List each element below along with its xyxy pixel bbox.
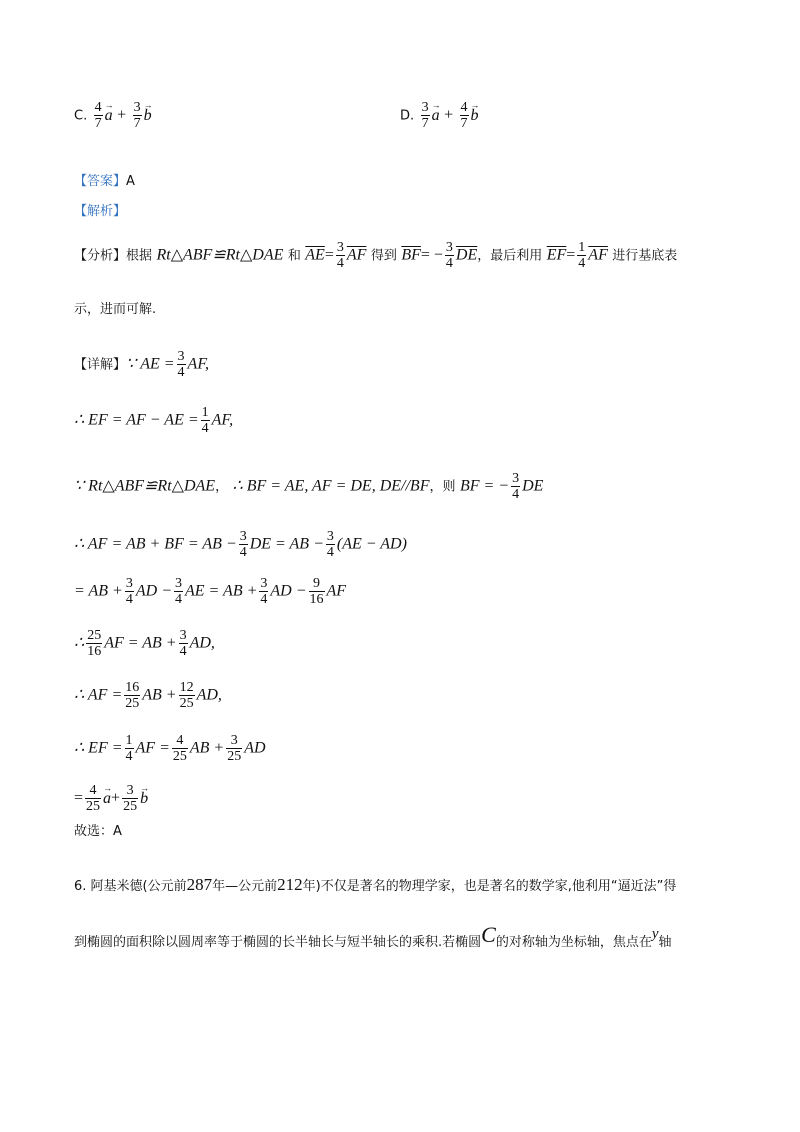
detail-line-1 [74, 349, 209, 380]
vector-b: → b [471, 107, 479, 125]
expr: AD − [270, 582, 307, 600]
fraction: $\frac{4}{25}$ [86, 783, 101, 814]
fenxi-text: 得到 [370, 248, 397, 264]
fraction: $\frac{3}{4}$ [125, 576, 133, 607]
year-287: 287 [186, 875, 213, 894]
detail-label: 【详解】 [74, 357, 127, 373]
expr: ∴ EF = AF − AE = [74, 411, 199, 429]
fenxi-text: 进行基底表 [612, 248, 678, 264]
fraction: $\frac{3}{4}$ [177, 349, 185, 380]
question-text: 年)不仅是著名的物理学家，也是著名的数学家,他利用“逼近法”得 [302, 879, 677, 894]
option-d-label: D. [400, 108, 415, 124]
ellipse-c: C [481, 922, 496, 947]
detail-line-5 [74, 576, 346, 607]
fraction: $\frac{16}{25}$ [125, 680, 140, 711]
expr: AD [244, 739, 266, 757]
expr: AD, [189, 634, 215, 652]
question-text: 阿基米德(公元前 [90, 879, 187, 894]
expr: ∴ EF = [74, 739, 123, 757]
expr: AE = AB + [184, 582, 258, 600]
fraction: $\frac{9}{16}$ [309, 576, 324, 607]
fenxi-line-2: 示，进而可解. [74, 302, 157, 317]
vector-bf: $\overline{BF}$ [401, 246, 421, 264]
answer-line [74, 173, 135, 191]
detail-line-2 [74, 405, 233, 436]
question-number: 6. [74, 879, 87, 894]
equals-minus: = − [420, 246, 443, 264]
fraction: $\frac{3}{4}$ [174, 576, 182, 607]
option-d-fraction-2: $\frac{4}{7}$ [460, 100, 468, 131]
option-c-fraction-2: $\frac{3}{7}$ [133, 100, 141, 131]
expr: BF = − [459, 477, 510, 495]
fraction: $\frac{3}{4}$ [512, 471, 520, 502]
fraction: $\frac{3}{4}$ [239, 529, 247, 560]
fenxi-text: ，最后利用 [477, 248, 543, 264]
question-6-line-2 [74, 922, 672, 952]
fraction: $\frac{1}{4}$ [578, 240, 586, 271]
expr: AF, [187, 355, 210, 373]
vector-af: $\overline{AF}$ [588, 246, 608, 264]
fraction: $\frac{25}{16}$ [87, 628, 102, 659]
expr: AF = [135, 739, 170, 757]
fenxi-label: 【分析】 [74, 248, 127, 264]
congruence-expr: Rt△ABF≌Rt△DAE [156, 246, 284, 264]
detail-line-9 [74, 783, 148, 814]
vector-b: → b [144, 107, 152, 125]
question-text: 的对称轴为坐标轴，焦点在 [495, 935, 652, 950]
expr: DE = AB − [249, 535, 324, 553]
expr: ∵ Rt△ABF≌Rt△DAE [74, 477, 216, 495]
expr: AF [326, 582, 347, 600]
option-c-fraction-1: $\frac{4}{7}$ [94, 100, 102, 131]
expr: = AB + [74, 582, 123, 600]
fraction: $\frac{3}{4}$ [445, 240, 453, 271]
conclusion: 故选：A [74, 824, 122, 839]
option-c-label: C. [74, 108, 88, 124]
fenxi-line-1: 【分析】根据 Rt△ABF≌Rt△DAE 和 $\overline{AE}=$ $\frac{3}{4}$ $\overline{AF}$ 得到 $\overline{BF}=$ − $\frac{3}{4}$ $\overline{DE}$，最后利用 $\overline{EF}=$ $\frac{1}{4}$ $\overline{AF}$ 进行基底表 [74, 240, 678, 271]
fraction: $\frac{3}{25}$ [123, 783, 138, 814]
vector-ae: $\overline{AE}$ [305, 246, 325, 264]
vector-a: → a [103, 790, 111, 808]
fraction: $\frac{3}{4}$ [326, 529, 334, 560]
detail-line-4 [74, 529, 407, 560]
expr: ∴ AF = [74, 686, 123, 704]
expr: AB + [189, 739, 225, 757]
vector-a: → a [105, 107, 113, 125]
vector-de: $\overline{DE}$ [455, 246, 478, 264]
detail-line-8 [74, 733, 266, 764]
question-6-line-1 [74, 876, 676, 896]
question-text: 年—公元前 [212, 879, 278, 894]
answer-label: 【答案】 [74, 174, 127, 189]
y-axis-var: y [651, 926, 659, 942]
option-c [74, 100, 152, 131]
fraction: $\frac{1}{4}$ [201, 405, 209, 436]
vector-af: $\overline{AF}$ [346, 246, 367, 264]
expr: ∴ BF = AE, AF = DE, DE//BF [232, 477, 430, 495]
expr: (AE − AD) [336, 535, 407, 553]
vector-b: → b [140, 790, 148, 808]
fraction: $\frac{3}{4}$ [336, 240, 344, 271]
detail-line-7 [74, 680, 222, 711]
expr: AD, [196, 686, 222, 704]
question-text: 到椭圆的面积除以圆周率等于椭圆的长半轴长与短半轴长的乘积.若椭圆 [74, 935, 482, 950]
expr: AD − [135, 582, 172, 600]
text-ze: ，则 [429, 479, 456, 495]
fraction: $\frac{12}{25}$ [179, 680, 194, 711]
fraction: $\frac{1}{4}$ [125, 733, 133, 764]
fraction: $\frac{3}{4}$ [179, 628, 187, 659]
vector-a: → a [432, 107, 440, 125]
option-d-fraction-1: $\frac{3}{7}$ [421, 100, 429, 131]
vector-ef: $\overline{EF}$ [546, 246, 567, 264]
question-text: 轴 [658, 935, 672, 950]
expr: AB + [142, 686, 177, 704]
option-d [400, 100, 479, 131]
plus-sign: + [111, 789, 121, 807]
expr: AF, [211, 411, 234, 429]
expr: AF = AB + [104, 634, 177, 652]
expr: ∵ AE = [126, 355, 175, 373]
comma: ， [215, 479, 229, 495]
year-212: 212 [277, 875, 303, 894]
detail-line-6 [74, 628, 215, 659]
plus-sign: + [444, 106, 454, 124]
fraction: $\frac{3}{25}$ [227, 733, 242, 764]
expr: ∴ AF = AB + BF = AB − [74, 535, 237, 553]
fenxi-text: 根据 [126, 248, 153, 264]
equals: = [74, 789, 84, 807]
fraction: $\frac{4}{25}$ [172, 733, 187, 764]
detail-line-3 [74, 471, 543, 502]
expr: ∴ [74, 634, 85, 652]
fenxi-text: 和 [287, 248, 301, 264]
fraction: $\frac{3}{4}$ [260, 576, 268, 607]
expr: DE [522, 477, 544, 495]
plus-sign: + [117, 106, 127, 124]
analysis-label: 【解析】 [74, 204, 127, 219]
answer-value: A [126, 174, 135, 189]
